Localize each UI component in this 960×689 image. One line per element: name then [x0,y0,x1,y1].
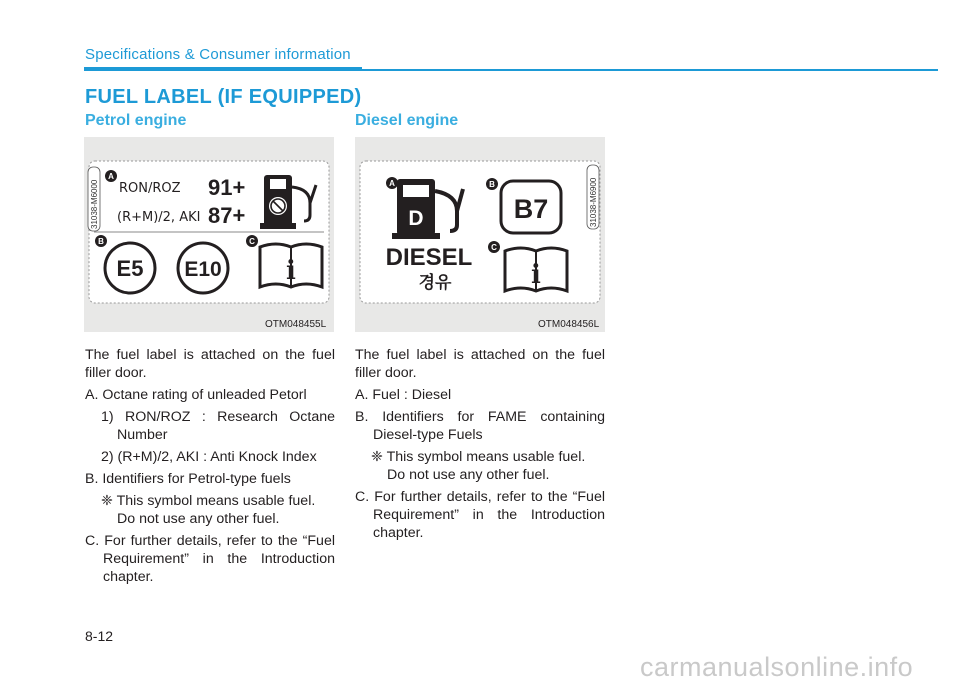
aki-value: 87+ [208,203,246,228]
petrol-heading: Petrol engine [85,112,187,129]
watermark: carmanualsonline.info [640,652,914,682]
diesel-note: ❈ This symbol means usable fuel. Do not use any other fuel. [371,449,586,483]
header-rule-thick [84,67,362,71]
svg-text:E10: E10 [184,258,222,281]
header-rule-thin [362,69,938,71]
diesel-word: DIESEL [385,244,473,271]
petrol-marker-a [105,170,117,182]
svg-text:A: A [108,172,114,181]
petrol-item-a2: 2) (R+M)/2, AKI : Anti Knock Index [101,449,317,465]
diesel-heading: Diesel engine [355,112,459,129]
svg-text:B: B [489,180,495,189]
petrol-marker-c [246,235,258,247]
diesel-manual-book-icon [505,248,567,291]
petrol-description [85,346,335,590]
svg-text:A: A [389,179,395,188]
petrol-item-a: A. Octane rating of unleaded Petorl [85,387,307,403]
section-header: Specifications & Consumer information [85,46,351,63]
petrol-image-code: OTM048455L [265,319,327,330]
svg-text:B: B [98,237,104,246]
svg-text:E5: E5 [116,256,144,281]
e10-identifier [178,243,228,293]
petrol-side-code: 31038-M6000 [90,179,99,229]
manual-book-icon [260,244,322,287]
svg-text:C: C [491,243,497,252]
petrol-note: ❈ This symbol means usable fuel. Do not use any other fuel. [101,493,316,527]
diesel-marker-b [486,178,498,190]
svg-text:i: i [531,260,541,290]
svg-text:C: C [249,237,255,246]
diesel-intro: The fuel label is attached on the fuel filler door. [355,347,605,381]
petrol-item-a1: 1) RON/ROZ : Research Octane Number [101,409,335,443]
diesel-marker-c [488,241,500,253]
diesel-item-b: B. Identifiers for FAME containing Diesel-type Fuels [355,409,605,443]
ron-label: RON/ROZ [119,181,181,196]
petrol-marker-b [95,235,107,247]
diesel-side-code: 31038-M6900 [589,177,598,227]
diesel-description [355,346,605,546]
page-title: FUEL LABEL (IF EQUIPPED) [85,86,362,108]
svg-text:D: D [408,207,424,230]
petrol-item-b: B. Identifiers for Petrol-type fuels [85,471,291,487]
svg-text:i: i [286,256,296,286]
diesel-item-a: A. Fuel : Diesel [355,387,452,403]
diesel-label-figure [355,137,605,332]
b7-identifier [501,181,561,233]
ron-value: 91+ [208,175,246,200]
page-number: 8-12 [85,628,114,644]
svg-text:B7: B7 [513,194,549,224]
diesel-item-c: C. For further details, refer to the “Fuel Requirement” in the Introduction chapter. [355,489,605,541]
diesel-image-code: OTM048456L [538,319,600,330]
diesel-marker-a [386,177,398,189]
petrol-item-c: C. For further details, refer to the “Fuel Requirement” in the Introduction chapter. [85,533,335,585]
e5-identifier [105,243,155,293]
petrol-intro: The fuel label is attached on the fuel filler door. [85,347,335,381]
aki-label: (R+M)/2, AKI [117,210,201,225]
petrol-label-figure [84,137,334,332]
korean-diesel-word: 경유 [418,273,452,293]
